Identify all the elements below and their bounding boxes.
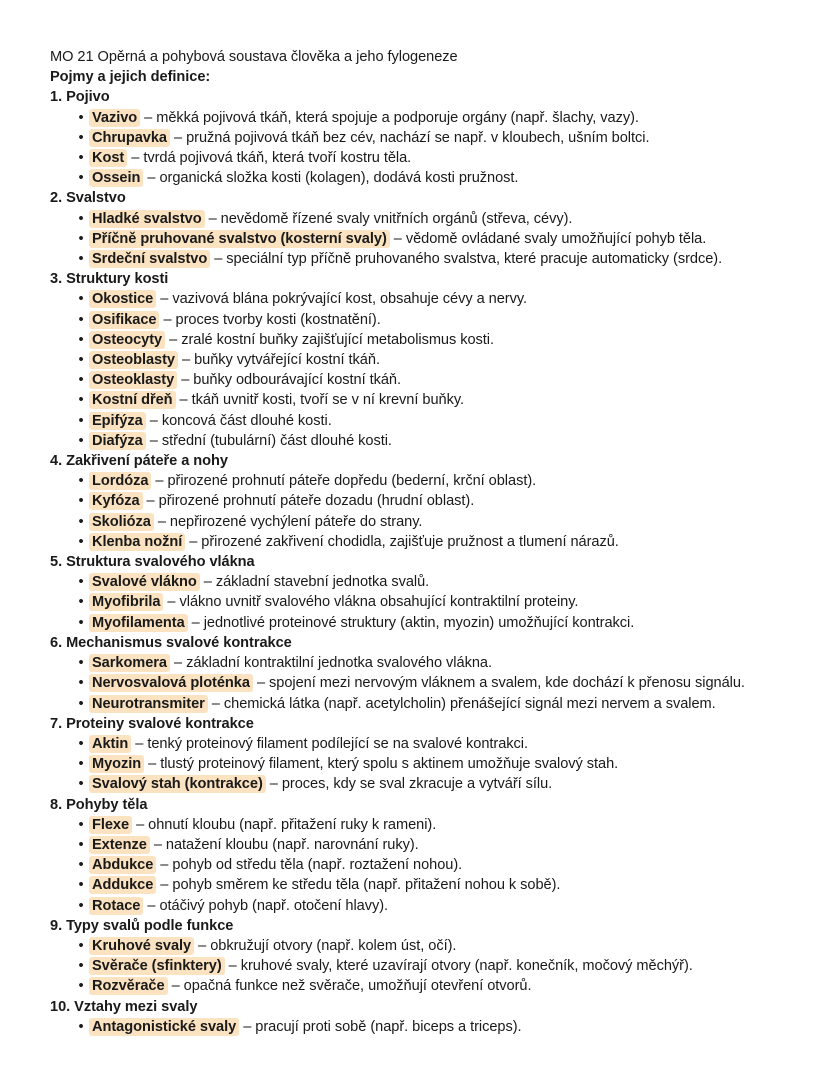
highlighted-term: Kruhové svaly — [89, 937, 194, 955]
term-list — [50, 471, 788, 552]
term-definition: obkružují otvory (např. kolem úst, očí). — [210, 937, 457, 954]
list-item — [50, 613, 788, 633]
term-definition: pružná pojivová tkáň bez cév, nachází se např. v kloubech, ušním boltci. — [186, 129, 650, 146]
highlighted-term: Kyfóza — [89, 492, 143, 510]
term-definition: organická složka kosti (kolagen), dodává kosti pružnost. — [159, 170, 519, 187]
term-dash: – — [156, 877, 173, 894]
term-definition: nepřirozené vychýlení páteře do strany. — [169, 513, 423, 530]
bullet-icon: • — [78, 937, 84, 954]
term-dash: – — [178, 352, 195, 369]
term-definition: proces, kdy se sval zkracuje a vytváří sílu. — [281, 776, 553, 793]
section — [50, 916, 788, 997]
term-dash: – — [163, 594, 180, 611]
section — [50, 269, 788, 451]
list-item — [50, 350, 788, 370]
list-item — [50, 229, 788, 249]
list-item — [50, 330, 788, 350]
bullet-icon: • — [78, 675, 84, 692]
term-dash: – — [187, 614, 204, 631]
term-definition: speciální typ příčně pruhovaného svalstva, které pracuje automaticky (srdce). — [226, 251, 723, 268]
highlighted-term: Nervosvalová ploténka — [89, 674, 253, 692]
list-item — [50, 673, 788, 693]
term-list — [50, 653, 788, 714]
term-definition: tkáň uvnitř kosti, tvoří se v ní krevní buňky. — [191, 392, 464, 409]
list-item — [50, 128, 788, 148]
term-definition: základní kontraktilní jednotka svalového vlákna. — [186, 655, 492, 672]
highlighted-term: Vazivo — [89, 109, 140, 127]
term-list — [50, 108, 788, 189]
highlighted-term: Okostice — [89, 290, 156, 308]
term-dash: – — [167, 978, 184, 995]
highlighted-term: Kost — [89, 149, 127, 167]
bullet-icon: • — [78, 958, 84, 975]
term-dash: – — [170, 655, 187, 672]
section-heading: 10. Vztahy mezi svaly — [50, 998, 198, 1015]
list-item — [50, 815, 788, 835]
list-item — [50, 976, 788, 996]
bullet-icon: • — [78, 695, 84, 712]
bullet-icon: • — [78, 574, 84, 591]
section — [50, 451, 788, 552]
section — [50, 552, 788, 633]
bullet-icon: • — [78, 129, 84, 146]
term-definition: základní stavební jednotka svalů. — [215, 574, 430, 591]
term-list — [50, 572, 788, 633]
list-item — [50, 168, 788, 188]
highlighted-term: Kostní dřeň — [89, 391, 176, 409]
term-definition: jednotlivé proteinové struktury (aktin, myozin) umožňující kontrakci. — [203, 614, 635, 631]
term-dash: – — [175, 392, 192, 409]
section-heading: 4. Zakřivení páteře a nohy — [50, 453, 228, 470]
section — [50, 714, 788, 795]
term-definition: koncová část dlouhé kosti. — [161, 412, 332, 429]
term-dash: – — [143, 897, 160, 914]
list-item — [50, 855, 788, 875]
term-dash: – — [239, 1018, 256, 1035]
term-definition: otáčivý pohyb (např. otočení hlavy). — [159, 897, 389, 914]
highlighted-term: Osteoblasty — [89, 351, 178, 369]
bullet-icon: • — [78, 816, 84, 833]
term-dash: – — [153, 513, 170, 530]
term-dash: – — [177, 372, 194, 389]
list-item — [50, 1017, 788, 1037]
term-dash: – — [127, 150, 144, 167]
bullet-icon: • — [78, 432, 84, 449]
bullet-icon: • — [78, 210, 84, 227]
bullet-icon: • — [78, 412, 84, 429]
list-item — [50, 653, 788, 673]
highlighted-term: Rotace — [89, 897, 143, 915]
list-item — [50, 491, 788, 511]
bullet-icon: • — [78, 473, 84, 490]
bullet-icon: • — [78, 877, 84, 894]
term-definition: tlustý proteinový filament, který spolu s aktinem umožňuje svalový stah. — [160, 756, 619, 773]
bullet-icon: • — [78, 1018, 84, 1035]
section-heading: 7. Proteiny svalové kontrakce — [50, 715, 254, 732]
highlighted-term: Diafýza — [89, 432, 146, 450]
highlighted-term: Neurotransmiter — [89, 695, 208, 713]
bullet-icon: • — [78, 776, 84, 793]
bullet-icon: • — [78, 311, 84, 328]
highlighted-term: Lordóza — [89, 472, 151, 490]
term-definition: přirozené prohnutí páteře dozadu (hrudní oblast). — [158, 493, 475, 510]
highlighted-term: Svalový stah (kontrakce) — [89, 775, 266, 793]
bullet-icon: • — [78, 331, 84, 348]
highlighted-term: Aktin — [89, 735, 131, 753]
bullet-icon: • — [78, 533, 84, 550]
highlighted-term: Epifýza — [89, 412, 146, 430]
list-item — [50, 370, 788, 390]
section-heading: 9. Typy svalů podle funkce — [50, 917, 234, 934]
highlighted-term: Příčně pruhované svalstvo (kosterní svaly) — [89, 230, 390, 248]
term-definition: nevědomě řízené svaly vnitřních orgánů (střeva, cévy). — [220, 210, 573, 227]
bullet-icon: • — [78, 897, 84, 914]
highlighted-term: Myofilamenta — [89, 614, 188, 632]
term-definition: střední (tubulární) část dlouhé kosti. — [161, 432, 392, 449]
highlighted-term: Chrupavka — [89, 129, 170, 147]
list-item — [50, 310, 788, 330]
bullet-icon: • — [78, 978, 84, 995]
bullet-icon: • — [78, 836, 84, 853]
list-item — [50, 148, 788, 168]
highlighted-term: Svěrače (sfinktery) — [89, 957, 225, 975]
highlighted-term: Skolióza — [89, 513, 154, 531]
list-item — [50, 572, 788, 592]
bullet-icon: • — [78, 655, 84, 672]
list-item — [50, 512, 788, 532]
list-item — [50, 209, 788, 229]
highlighted-term: Ossein — [89, 169, 143, 187]
term-definition: přirozené zakřivení chodidla, zajišťuje pružnost a tlumení nárazů. — [201, 533, 619, 550]
list-item — [50, 835, 788, 855]
term-definition: buňky vytvářející kostní tkáň. — [194, 352, 380, 369]
term-list — [50, 209, 788, 270]
term-definition: opačná funkce než svěrače, umožňují otevření otvorů. — [183, 978, 532, 995]
list-item — [50, 754, 788, 774]
term-definition: vědomě ovládané svaly umožňující pohyb těla. — [405, 230, 707, 247]
bullet-icon: • — [78, 857, 84, 874]
term-dash: – — [199, 574, 216, 591]
term-dash: – — [265, 776, 282, 793]
section-heading: 2. Svalstvo — [50, 190, 126, 207]
term-dash: – — [210, 251, 227, 268]
term-dash: – — [145, 412, 162, 429]
term-definition: natažení kloubu (např. narovnání ruky). — [165, 836, 419, 853]
term-definition: přirozené prohnutí páteře dopředu (bederní, krční oblast). — [167, 473, 537, 490]
bullet-icon: • — [78, 251, 84, 268]
term-dash: – — [140, 109, 157, 126]
section-heading: 3. Struktury kosti — [50, 271, 169, 288]
bullet-icon: • — [78, 230, 84, 247]
bullet-icon: • — [78, 352, 84, 369]
bullet-icon: • — [78, 513, 84, 530]
section-heading: 6. Mechanismus svalové kontrakce — [50, 634, 292, 651]
term-dash: – — [132, 816, 149, 833]
term-definition: vlákno uvnitř svalového vlákna obsahující kontraktilní proteiny. — [179, 594, 579, 611]
bullet-icon: • — [78, 735, 84, 752]
term-dash: – — [145, 432, 162, 449]
highlighted-term: Svalové vlákno — [89, 573, 200, 591]
highlighted-term: Addukce — [89, 876, 156, 894]
bullet-icon: • — [78, 493, 84, 510]
highlighted-term: Hladké svalstvo — [89, 210, 205, 228]
term-dash: – — [165, 331, 182, 348]
highlighted-term: Klenba nožní — [89, 533, 185, 551]
list-item — [50, 532, 788, 552]
bullet-icon: • — [78, 170, 84, 187]
section-heading: 8. Pohyby těla — [50, 796, 148, 813]
bullet-icon: • — [78, 392, 84, 409]
list-item — [50, 694, 788, 714]
term-dash: – — [156, 291, 173, 308]
term-dash: – — [252, 675, 270, 692]
list-item — [50, 249, 788, 269]
highlighted-term: Antagonistické svaly — [89, 1018, 239, 1036]
term-list — [50, 1017, 788, 1037]
term-dash: – — [149, 836, 166, 853]
term-definition: pohyb od středu těla (např. roztažení nohou). — [172, 857, 463, 874]
highlighted-term: Osteocyty — [89, 331, 165, 349]
list-item — [50, 108, 788, 128]
highlighted-term: Extenze — [89, 836, 150, 854]
section — [50, 87, 788, 188]
bullet-icon: • — [78, 109, 84, 126]
term-definition: ohnutí kloubu (např. přitažení ruky k rameni). — [148, 816, 437, 833]
bullet-icon: • — [78, 756, 84, 773]
term-list — [50, 289, 788, 451]
term-dash: – — [144, 756, 161, 773]
list-item — [50, 936, 788, 956]
term-dash: – — [194, 937, 211, 954]
bullet-icon: • — [78, 594, 84, 611]
list-item — [50, 390, 788, 410]
highlighted-term: Osteoklasty — [89, 371, 177, 389]
section-heading: 1. Pojivo — [50, 89, 110, 106]
list-item — [50, 875, 788, 895]
list-item — [50, 956, 788, 976]
list-item — [50, 471, 788, 491]
section-heading: 5. Struktura svalového vlákna — [50, 554, 255, 571]
section — [50, 997, 788, 1037]
term-list — [50, 734, 788, 795]
term-definition: pohyb směrem ke středu těla (např. přitažení nohou k sobě). — [172, 877, 561, 894]
highlighted-term: Osifikace — [89, 311, 159, 329]
bullet-icon: • — [78, 614, 84, 631]
term-dash: – — [151, 473, 168, 490]
list-item — [50, 431, 788, 451]
term-dash: – — [207, 695, 224, 712]
section — [50, 188, 788, 269]
term-dash: – — [185, 533, 202, 550]
bullet-icon: • — [78, 150, 84, 167]
term-definition: pracují proti sobě (např. biceps a triceps). — [255, 1018, 522, 1035]
document-subtitle: Pojmy a jejich definice: — [50, 69, 211, 86]
term-dash: – — [389, 230, 406, 247]
term-definition: zralé kostní buňky zajišťující metabolismus kosti. — [181, 331, 495, 348]
term-dash: – — [224, 958, 241, 975]
term-definition: kruhové svaly, které uzavírají otvory (např. konečník, močový měchýř). — [240, 958, 693, 975]
highlighted-term: Myofibrila — [89, 593, 163, 611]
term-dash: – — [143, 170, 160, 187]
term-definition: měkká pojivová tkáň, která spojuje a podporuje orgány (např. šlachy, vazy). — [156, 109, 639, 126]
term-dash: – — [142, 493, 159, 510]
term-dash: – — [204, 210, 221, 227]
term-dash: – — [159, 311, 176, 328]
term-definition: tvrdá pojivová tkáň, která tvoří kostru těla. — [143, 150, 412, 167]
list-item — [50, 896, 788, 916]
highlighted-term: Abdukce — [89, 856, 156, 874]
term-definition: proces tvorby kosti (kostnatění). — [175, 311, 381, 328]
highlighted-term: Rozvěrače — [89, 977, 168, 995]
page-title: MO 21 Opěrná a pohybová soustava člověka a jeho fylogeneze — [50, 49, 458, 65]
section — [50, 795, 788, 916]
highlighted-term: Srdeční svalstvo — [89, 250, 210, 268]
list-item — [50, 734, 788, 754]
list-item — [50, 774, 788, 794]
term-definition: buňky odbourávající kostní tkáň. — [193, 372, 401, 389]
term-definition: vazivová blána pokrývající kost, obsahuje cévy a nervy. — [172, 291, 528, 308]
list-item — [50, 411, 788, 431]
term-list — [50, 936, 788, 997]
term-dash: – — [169, 129, 187, 146]
bullet-icon: • — [78, 372, 84, 389]
term-definition: spojení mezi nervovým vláknem a svalem, kde dochází k přenosu signálu. — [269, 675, 745, 692]
term-dash: – — [156, 857, 173, 874]
term-list — [50, 815, 788, 916]
term-dash: – — [131, 735, 148, 752]
section-list — [50, 87, 788, 1037]
highlighted-term: Myozin — [89, 755, 144, 773]
term-definition: tenký proteinový filament podílející se na svalové kontrakci. — [147, 735, 528, 752]
highlighted-term: Flexe — [89, 816, 132, 834]
term-definition: chemická látka (např. acetylcholin) přenášející signál mezi nervem a svalem. — [223, 695, 716, 712]
highlighted-term: Sarkomera — [89, 654, 170, 672]
section — [50, 633, 788, 714]
list-item — [50, 289, 788, 309]
bullet-icon: • — [78, 291, 84, 308]
list-item — [50, 592, 788, 612]
